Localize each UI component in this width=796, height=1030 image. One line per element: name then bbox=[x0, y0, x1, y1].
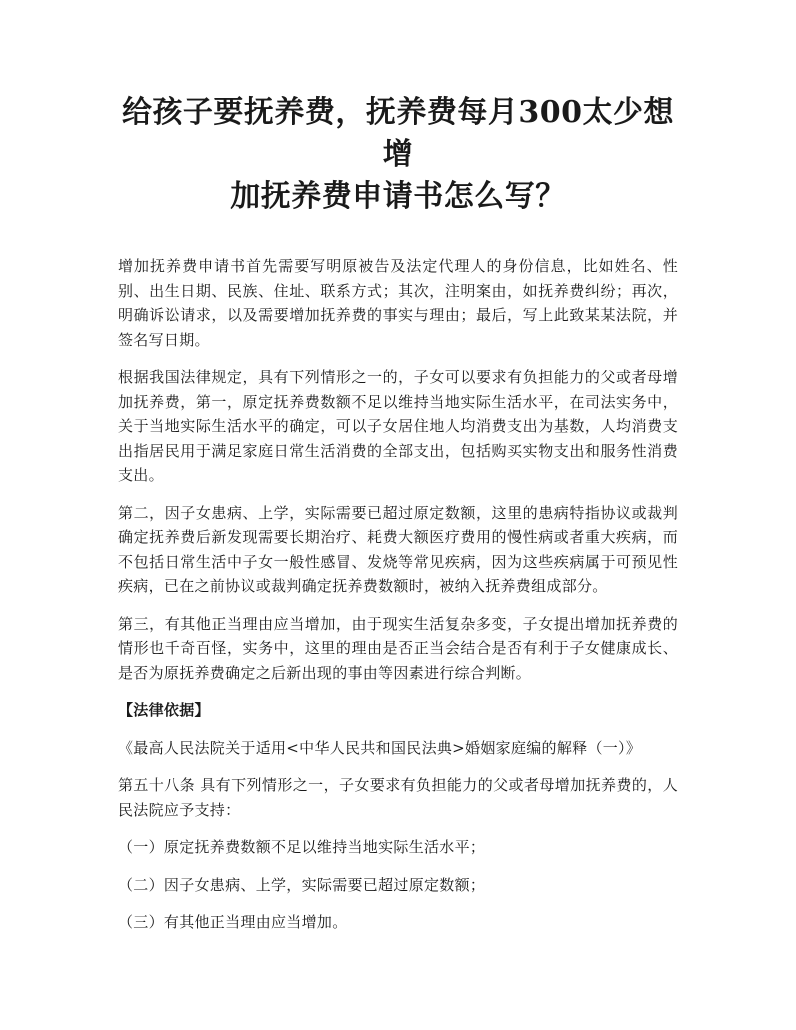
legal-source: 《最高人民法院关于适用<中华人民共和国民法典>婚姻家庭编的解释（一）》 bbox=[118, 738, 642, 757]
paragraph-application-contents: 增加抚养费申请书首先需要写明原被告及法定代理人的身份信息，比如姓名、性别、出生日期、民族、住址、联系方式；其次，注明案由，如抚养费纠纷；再次，明确诉讼请求，以及需要增加抚养费的事实与理由；最后，写上此致某某法院，并签名写日期。 bbox=[118, 257, 678, 349]
title-line-2: 加抚养费申请书怎么写？ bbox=[230, 179, 566, 214]
paragraph-second-condition: 第二，因子女患病、上学，实际需要已超过原定数额，这里的患病特指协议或裁判确定抚养费后新发现需要长期治疗、耗费大额医疗费用的慢性病或者重大疾病，而不包括日常生活中子女一般性感冒、发烧等常见疾病，因为这些疾病属于可预见性疾病，已在之前协议或裁判确定抚养费数额时，被纳入抚养费组成部分。 bbox=[118, 503, 678, 595]
legal-basis-heading: 【法律依据】 bbox=[118, 701, 210, 719]
paragraph-first-condition: 根据我国法律规定，具有下列情形之一的，子女可以要求有负担能力的父或者母增加抚养费，第一，原定抚养费数额不足以维持当地实际生活水平，在司法实务中，关于当地实际生活水平的确定，可以子女居住地人均消费支出为基数，人均消费支出指居民用于满足家庭日常生活消费的全部支出，包括购买实物支出和服务性消费支出。 bbox=[118, 368, 678, 484]
title-line-1: 给孩子要抚养费，抚养费每月300太少想增 bbox=[121, 95, 675, 172]
list-item: （二）因子女患病、上学，实际需要已超过原定数额； bbox=[118, 875, 486, 894]
list-item: （一）原定抚养费数额不足以维持当地实际生活水平； bbox=[118, 838, 486, 856]
list-item: （三）有其他正当理由应当增加。 bbox=[118, 913, 348, 931]
document-title bbox=[118, 92, 678, 218]
article-58: 第五十八条 具有下列情形之一，子女要求有负担能力的父或者母增加抚养费的，人民法院应予支持： bbox=[118, 776, 678, 819]
paragraph-third-condition: 第三，有其他正当理由应当增加，由于现实生活复杂多变，子女提出增加抚养费的情形也千奇百怪，实务中，这里的理由是否正当会结合是否有利于子女健康成长、是否为原抚养费确定之后新出现的事由等因素进行综合判断。 bbox=[118, 614, 678, 682]
